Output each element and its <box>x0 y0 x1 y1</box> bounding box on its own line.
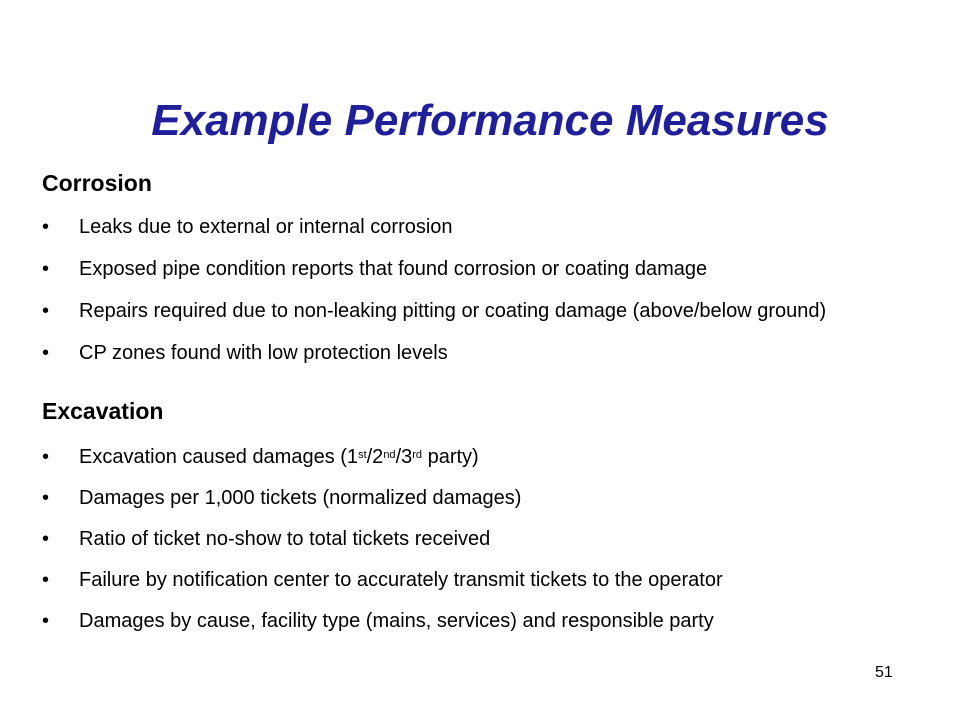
list-item-text: Excavation caused damages (1st/2nd/3rd party) <box>79 446 479 468</box>
bullet-icon: • <box>42 300 50 322</box>
bullet-icon: • <box>42 487 50 509</box>
list-item <box>42 215 922 239</box>
list-item <box>42 341 922 365</box>
bullet-icon: • <box>42 258 50 280</box>
bullet-icon: • <box>42 528 50 550</box>
list-item <box>42 486 922 510</box>
excavation-heading: Excavation <box>42 398 164 424</box>
page-number: 51 <box>875 664 893 681</box>
bullet-icon: • <box>42 216 50 238</box>
list-item <box>42 568 922 592</box>
excavation-list <box>42 445 922 633</box>
list-item-text: Exposed pipe condition reports that found corrosion or coating damage <box>79 258 708 280</box>
bullet-icon: • <box>42 569 50 591</box>
bullet-icon: • <box>42 610 50 632</box>
slide-title: Example Performance Measures <box>151 96 829 145</box>
list-item <box>42 609 922 633</box>
list-item-text: Ratio of ticket no-show to total tickets received <box>79 528 491 550</box>
list-item-text: Failure by notification center to accurately transmit tickets to the operator <box>79 569 723 591</box>
bullet-icon: • <box>42 342 50 364</box>
list-item-text: Repairs required due to non-leaking pitting or coating damage (above/below ground) <box>79 300 827 322</box>
bullet-icon: • <box>42 446 50 468</box>
list-item <box>42 299 922 323</box>
list-item <box>42 257 922 281</box>
list-item-text: Leaks due to external or internal corrosion <box>79 216 453 238</box>
list-item-text: CP zones found with low protection levels <box>79 342 448 364</box>
list-item-text: Damages by cause, facility type (mains, services) and responsible party <box>79 610 714 632</box>
corrosion-list <box>42 215 922 365</box>
corrosion-heading: Corrosion <box>42 170 152 196</box>
list-item-text: Damages per 1,000 tickets (normalized damages) <box>79 487 522 509</box>
list-item <box>42 527 922 551</box>
list-item <box>42 445 922 469</box>
